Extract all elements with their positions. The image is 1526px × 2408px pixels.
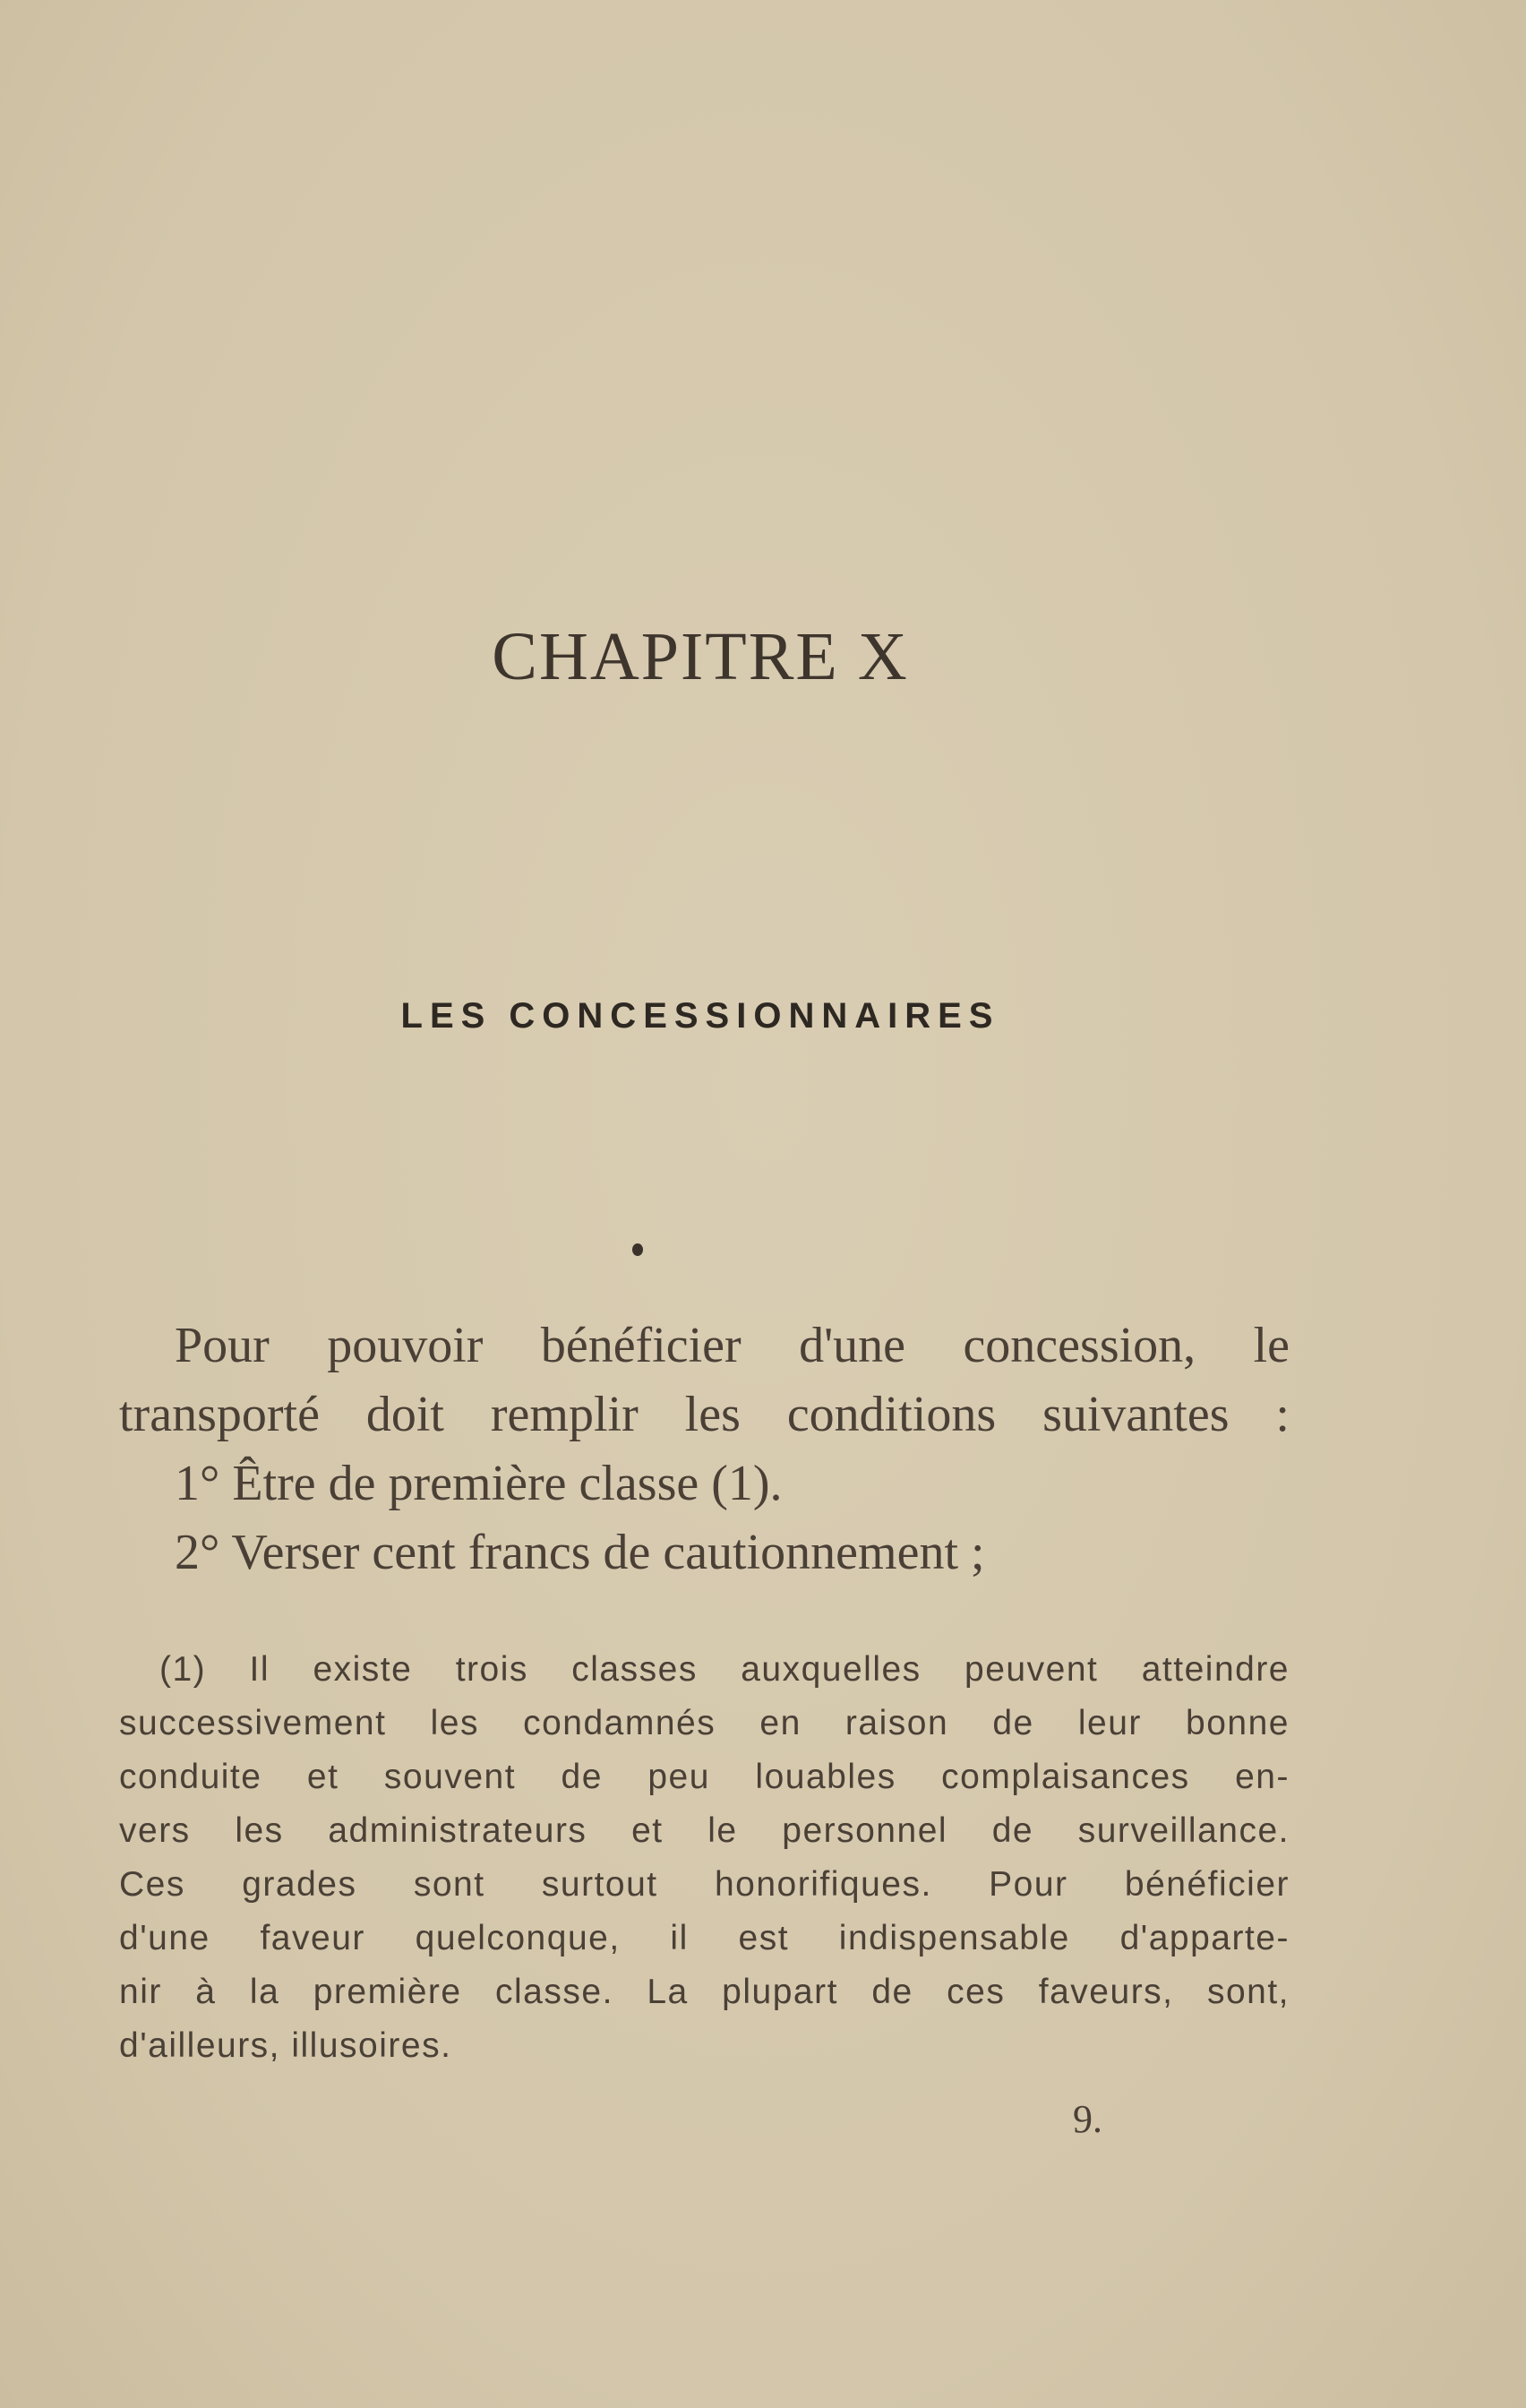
body-line: Pour pouvoir bénéficier d'une concession, le — [175, 1318, 1290, 1373]
footnote-line: nir à la première classe. La plupart de ces faveurs, sont, — [119, 1973, 1290, 2011]
ornament-dot — [632, 1243, 643, 1256]
footnote-line: d'ailleurs, illusoires. — [119, 2026, 452, 2065]
footnote-line: Ces grades sont surtout honorifiques. Pour bénéficier — [119, 1865, 1290, 1904]
chapter-title: CHAPITRE X — [492, 619, 909, 694]
page-signature: 9. — [1073, 2097, 1102, 2141]
body-line: transporté doit remplir les conditions suivantes : — [119, 1387, 1290, 1442]
footnote-line: conduite et souvent de peu louables complaisances en- — [119, 1758, 1290, 1796]
section-title: LES CONCESSIONNAIRES — [400, 996, 1000, 1036]
footnote-line: successivement les condamnés en raison de leur bonne — [119, 1704, 1290, 1742]
footnote-line: (1) Il existe trois classes auxquelles peuvent atteindre — [159, 1650, 1290, 1689]
footnote-line: d'une faveur quelconque, il est indispensable d'apparte- — [119, 1919, 1290, 1957]
body-line: 2° Verser cent francs de cautionnement ; — [175, 1525, 985, 1580]
footnote-line: vers les administrateurs et le personnel de surveillance. — [119, 1811, 1290, 1850]
body-line: 1° Être de première classe (1). — [175, 1456, 783, 1511]
